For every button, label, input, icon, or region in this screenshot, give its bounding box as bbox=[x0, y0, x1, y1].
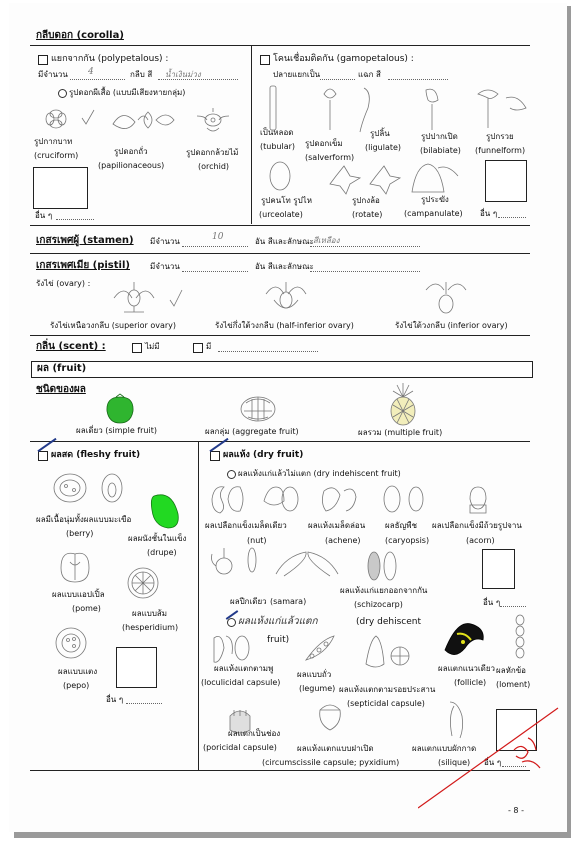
loculicidal-en: (loculicidal capsule) bbox=[201, 678, 281, 687]
superior-ovary-label: รังไข่เหนือวงกลีบ (superior ovary) bbox=[50, 321, 177, 330]
achene-th: ผลแห้งเมล็ดล่อน bbox=[308, 521, 366, 530]
corolla-heading: กลีบดอก (corolla) bbox=[36, 30, 124, 41]
papilionaceous-sketch bbox=[108, 104, 180, 140]
acorn-th: ผลเปลือกแข็งมีถ้วยรูปจาน bbox=[432, 521, 522, 530]
schizocarp-th: ผลแห้งแก่แยกออกจากกัน bbox=[340, 586, 428, 595]
achene-en: (achene) bbox=[325, 536, 361, 545]
fleshy-fruit-checkbox[interactable] bbox=[38, 451, 48, 461]
fill-line bbox=[56, 219, 94, 220]
fill-line bbox=[218, 351, 318, 352]
dehiscent-handwritten: ผลแห้งแก่แล้วแตก bbox=[238, 616, 318, 627]
poricidal-th: ผลแตกเป็นช่อง bbox=[228, 729, 281, 738]
gamo-other-label: อื่น ๆ bbox=[480, 209, 498, 218]
scent-no-label: ไม่มี bbox=[145, 342, 160, 351]
divider bbox=[30, 45, 530, 46]
stamen-color-label: อัน สีและลักษณะ bbox=[255, 237, 314, 246]
campanulate-en: (campanulate) bbox=[404, 209, 463, 218]
schizocarp-en: (schizocarp) bbox=[354, 600, 403, 609]
half-inferior-ovary-label: รังไข่กึ่งใต้วงกลีบ (half-inferior ovary) bbox=[215, 321, 354, 330]
poly-other-box[interactable] bbox=[33, 167, 88, 209]
inferior-ovary-sketch bbox=[422, 278, 472, 318]
multiple-fruit-sketch bbox=[386, 381, 420, 427]
samara-en: (samara) bbox=[270, 597, 307, 606]
urceolate-th: รูปคนโท รูปไห bbox=[261, 196, 312, 205]
orchid-en: (orchid) bbox=[198, 162, 230, 171]
fill-line bbox=[320, 79, 355, 80]
scent-yes-label: มี bbox=[206, 342, 212, 351]
ligulate-en: (ligulate) bbox=[365, 143, 402, 152]
indehiscent-radio[interactable] bbox=[227, 470, 236, 479]
cruciform-en: (cruciform) bbox=[34, 151, 79, 160]
gamopetalous-label: โคนเชื่อมติดกัน (gamopetalous) : bbox=[273, 54, 414, 64]
indehiscent-row1-sketches bbox=[204, 481, 504, 517]
drupe-th: ผลผนังชั้นในแข็ง bbox=[128, 534, 187, 543]
follicle-en: (follicle) bbox=[454, 678, 487, 687]
pistil-color-label: อัน สีและลักษณะ bbox=[255, 262, 314, 271]
samara-th: ผลปีกเดียว bbox=[230, 597, 267, 606]
acorn-en: (acorn) bbox=[466, 536, 495, 545]
dehiscent-label-cont: fruit) bbox=[267, 635, 290, 645]
papilionaceous-en: (papilionaceous) bbox=[98, 161, 165, 170]
caryopsis-en: (caryopsis) bbox=[385, 536, 430, 545]
column-divider bbox=[251, 46, 252, 224]
fleshy-other-label: อื่น ๆ bbox=[106, 695, 124, 704]
fill-line bbox=[126, 703, 162, 704]
aggregate-fruit-label: ผลกลุ่ม (aggregate fruit) bbox=[205, 427, 299, 436]
funnelform-en: (funnelform) bbox=[475, 146, 526, 155]
loment-sketch bbox=[510, 614, 530, 664]
follicle-th: ผลแตกแนวเดียว bbox=[438, 664, 496, 673]
pepo-th: ผลแบบแตง bbox=[58, 667, 98, 676]
cruciform-th: รูปกากบาท bbox=[34, 137, 73, 146]
rotate-th: รูปกงล้อ bbox=[352, 196, 380, 205]
gamo-row1-sketches bbox=[266, 84, 536, 134]
nut-th: ผลเปลือกแข็งเมล็ดเดียว bbox=[205, 521, 287, 530]
superior-ovary-sketch bbox=[110, 278, 200, 318]
signature-mark bbox=[418, 700, 568, 810]
stamen-count-label: มีจำนวน bbox=[150, 237, 180, 246]
pistil-heading: เกสรเพศเมีย (pistil) bbox=[36, 260, 130, 271]
dry-fruit-heading: ผลแห้ง (dry fruit) bbox=[223, 450, 304, 460]
scent-yes-checkbox[interactable] bbox=[193, 343, 203, 353]
urceolate-en: (urceolate) bbox=[259, 210, 303, 219]
dry-fruit-checkbox[interactable] bbox=[210, 451, 220, 461]
aggregate-fruit-sketch bbox=[238, 393, 278, 423]
fleshy-fruit-heading: ผลสด (fleshy fruit) bbox=[51, 450, 141, 460]
petal-color-value: น้ำเงินม่วง bbox=[165, 70, 201, 79]
berry-th: ผลมีเนื้อนุ่มทั้งผลแบบมะเขือ bbox=[36, 515, 132, 524]
loment-th: ผลหักข้อ bbox=[496, 666, 526, 675]
poly-other-label: อื่น ๆ bbox=[35, 211, 53, 220]
scent-no-checkbox[interactable] bbox=[132, 343, 142, 353]
hesperidium-th: ผลแบบส้ม bbox=[132, 609, 168, 618]
cruciform-sketch bbox=[42, 106, 98, 132]
pepo-sketch bbox=[54, 625, 88, 661]
divider bbox=[30, 225, 530, 226]
caryopsis-th: ผลธัญพืช bbox=[385, 521, 417, 530]
drupe-en: (drupe) bbox=[147, 548, 177, 557]
fill-line bbox=[388, 79, 448, 80]
legume-th: ผลแบบถั่ว bbox=[297, 670, 332, 679]
hesperidium-en: (hesperidium) bbox=[122, 623, 179, 632]
gamo-other-box[interactable] bbox=[485, 160, 527, 202]
drupe-sketch bbox=[146, 490, 182, 530]
tubular-th: เป็นหลอด bbox=[260, 128, 294, 137]
fill-line bbox=[182, 271, 248, 272]
fruit-heading: ผล (fruit) bbox=[37, 363, 87, 374]
pome-sketch bbox=[58, 548, 92, 584]
legume-en: (legume) bbox=[299, 684, 336, 693]
dehiscent-radio[interactable] bbox=[227, 618, 236, 627]
follicle-sketch bbox=[441, 620, 487, 660]
cruciform-radio-label: รูปดอกผีเสื้อ (แบบมีเสียงหายกลุ่ม) bbox=[69, 88, 186, 97]
polypetalous-label: แยกจากกัน (polypetalous) : bbox=[51, 54, 169, 64]
indehiscent-other-box[interactable] bbox=[482, 549, 515, 589]
page-number: - 8 - bbox=[508, 806, 524, 815]
gamopetalous-checkbox[interactable] bbox=[260, 55, 270, 65]
rotate-en: (rotate) bbox=[352, 210, 383, 219]
hesperidium-sketch bbox=[126, 566, 160, 600]
stamen-heading: เกสรเพศผู้ (stamen) bbox=[36, 235, 134, 246]
circumscissile-en: (circumscissile capsule; pyxidium) bbox=[262, 758, 400, 767]
pepo-en: (pepo) bbox=[63, 681, 90, 690]
septicidal-en: (septicidal capsule) bbox=[347, 699, 425, 708]
berry-en: (berry) bbox=[66, 529, 94, 538]
fill-line bbox=[70, 79, 125, 80]
fill-line bbox=[500, 606, 526, 607]
gamo-color-label: แฉก สี bbox=[358, 70, 381, 79]
pistil-count-label: มีจำนวน bbox=[150, 262, 180, 271]
funnelform-th: รูปกรวย bbox=[486, 132, 514, 141]
pome-en: (pome) bbox=[72, 604, 101, 613]
divider bbox=[30, 441, 530, 442]
indehiscent-row2-sketches bbox=[208, 544, 408, 592]
multiple-fruit-label: ผลรวม (multiple fruit) bbox=[358, 428, 443, 437]
silique-en: (silique) bbox=[438, 758, 471, 767]
loment-en: (loment) bbox=[496, 680, 531, 689]
ovary-label: รังไข่ (ovary) : bbox=[36, 279, 91, 288]
gamo-lobe-label: ปลายแยกเป็น bbox=[273, 70, 321, 79]
salverform-en: (salverform) bbox=[305, 153, 355, 162]
stamen-count-value: 10 bbox=[212, 232, 224, 242]
campanulate-th: รูประฆัง bbox=[421, 195, 449, 204]
orchid-sketch bbox=[193, 106, 233, 136]
fruit-column-divider bbox=[198, 442, 199, 770]
fleshy-other-box[interactable] bbox=[116, 647, 157, 688]
stamen-color-value: สีเหลือง bbox=[313, 236, 340, 245]
half-inferior-ovary-sketch bbox=[262, 278, 312, 318]
simple-fruit-sketch bbox=[104, 393, 136, 425]
salverform-th: รูปดอกเข็ม bbox=[305, 139, 343, 148]
petal-count-label: มีจำนวน bbox=[38, 70, 68, 79]
bilabiate-en: (bilabiate) bbox=[420, 146, 461, 155]
polypetalous-checkbox[interactable] bbox=[38, 55, 48, 65]
fill-line bbox=[182, 246, 248, 247]
loculicidal-th: ผลแห้งแตกตามพู bbox=[214, 664, 274, 673]
fill-line bbox=[498, 217, 526, 218]
tubular-en: (tubular) bbox=[260, 142, 296, 151]
petal-color-label: กลีบ สี bbox=[130, 70, 153, 79]
nut-en: (nut) bbox=[247, 536, 267, 545]
inferior-ovary-label: รังไข่ใต้วงกลีบ (inferior ovary) bbox=[395, 321, 508, 330]
ligulate-th: รูปลิ้น bbox=[370, 129, 390, 138]
indehiscent-label: ผลแห้งแก่แล้วไม่แตก (dry indehiscent fruit) bbox=[238, 469, 401, 478]
orchid-th: รูปดอกกล้วยไม้ bbox=[186, 148, 239, 157]
scent-heading: กลิ่น (scent) : bbox=[36, 341, 106, 352]
divider bbox=[30, 253, 530, 254]
pome-th: ผลแบบแอปเปิ้ล bbox=[52, 590, 105, 599]
dehiscent-other-label: อื่น ๆ bbox=[484, 758, 502, 767]
papilionaceous-th: รูปดอกถั่ว bbox=[114, 147, 148, 156]
circumscissile-th: ผลแห้งแตกแบบฝาเปิด bbox=[297, 744, 374, 753]
fill-line bbox=[310, 271, 420, 272]
fruit-heading-box bbox=[31, 361, 533, 378]
silique-th: ผลแตกแบบผักกาด bbox=[412, 744, 477, 753]
fruit-kinds-heading: ชนิดของผล bbox=[36, 384, 86, 395]
petal-count-value: 4 bbox=[88, 67, 94, 77]
bilabiate-th: รูปปากเปิด bbox=[421, 132, 458, 141]
indehiscent-other-label: อื่น ๆ bbox=[483, 598, 501, 607]
dehiscent-label: (dry dehiscent bbox=[356, 617, 421, 627]
gamo-row2-sketches bbox=[266, 158, 476, 198]
poricidal-en: (poricidal capsule) bbox=[203, 743, 277, 752]
cruciform-radio[interactable] bbox=[58, 89, 67, 98]
divider bbox=[30, 335, 530, 336]
septicidal-th: ผลแห้งแตกตามรอยประสาน bbox=[339, 685, 436, 694]
simple-fruit-label: ผลเดี่ยว (simple fruit) bbox=[76, 426, 157, 435]
